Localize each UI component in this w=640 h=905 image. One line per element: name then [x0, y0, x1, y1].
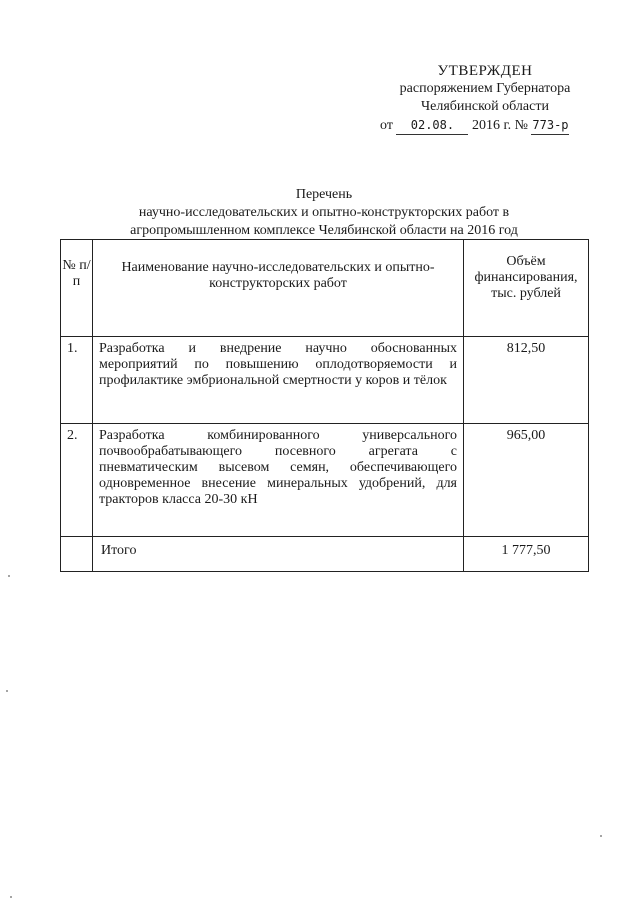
row-funding: 812,50 [464, 337, 589, 424]
row-num: 2. [61, 424, 93, 537]
row-num: 1. [61, 337, 93, 424]
row-name: Разработка комбинированного универсального почвообрабатывающего посевного агрегата с пневматическим высевом семян, обеспечивающего одновременное внесение минеральных удобрений, для тракторов класса 20-30 кН [93, 424, 464, 537]
heading-line-1: Перечень [295, 187, 353, 202]
table-row [61, 424, 589, 537]
row-funding: 965,00 [464, 424, 589, 537]
order-number-handwritten: 773-р [531, 116, 569, 135]
scan-speck [10, 896, 12, 898]
table-row [61, 337, 589, 424]
heading-line-3: агропромышленном комплексе Челябинской области на 2016 год [130, 223, 518, 238]
scan-speck [6, 690, 8, 692]
year-text: 2016 г. № [471, 118, 528, 133]
works-table [60, 239, 589, 572]
scan-speck [600, 835, 602, 837]
header-funding: Объём финансирования, тыс. рублей [464, 240, 589, 337]
approval-line-1: распоряжением Губернатора [399, 81, 571, 96]
header-name: Наименование научно-исследовательских и опытно-конструкторских работ [93, 240, 464, 337]
approval-date-line [380, 116, 590, 135]
document-heading [60, 186, 588, 240]
approval-stamp [380, 62, 590, 135]
table-total-row [61, 537, 589, 572]
row-name: Разработка и внедрение научно обоснованных мероприятий по повышению оплодотворяемости и профилактике эмбриональной смертности у коров и тёлок [93, 337, 464, 424]
date-prefix: от [380, 118, 393, 133]
table-header-row [61, 240, 589, 337]
date-handwritten: 02.08. [396, 116, 468, 135]
heading-line-2: научно-исследовательских и опытно-конструкторских работ в [138, 205, 510, 220]
total-funding: 1 777,50 [464, 537, 589, 572]
approval-title: УТВЕРЖДЕН [437, 63, 533, 79]
total-label: Итого [93, 537, 464, 572]
total-num [61, 537, 93, 572]
scan-speck [8, 575, 10, 577]
header-num: № п/п [61, 240, 93, 337]
approval-line-2: Челябинской области [421, 99, 549, 114]
